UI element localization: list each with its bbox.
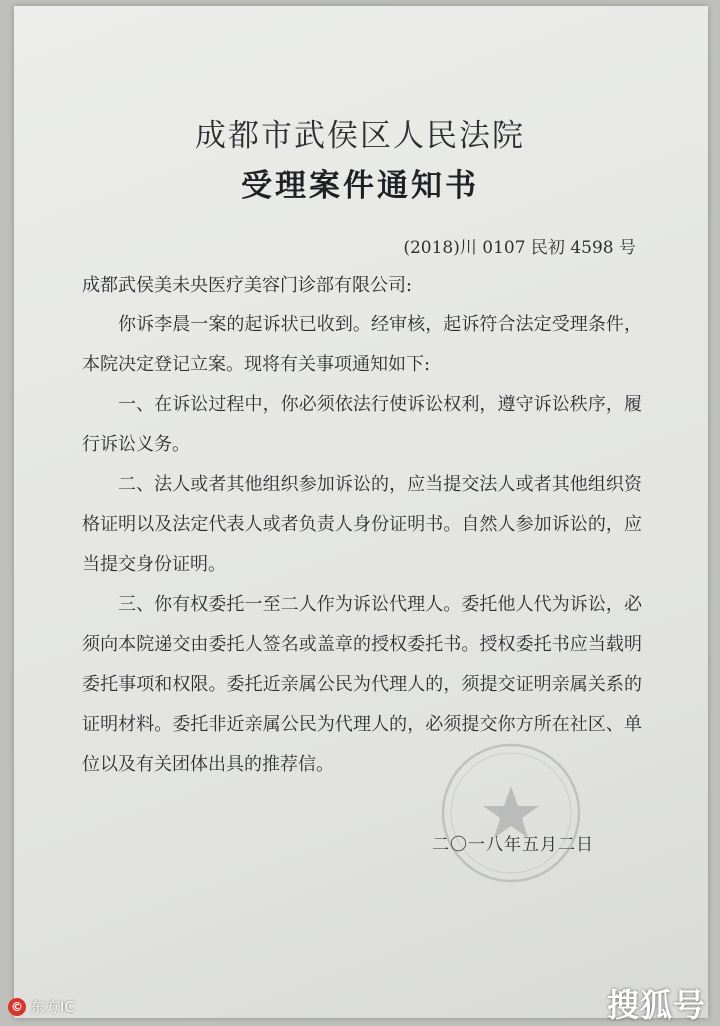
court-seal-stamp xyxy=(436,738,586,888)
court-name: 成都市武侯区人民法院 xyxy=(195,118,525,154)
watermark-left-text: 东方IC xyxy=(30,998,75,1016)
case-number: (2018)川 0107 民初 4598 号 xyxy=(403,238,636,258)
notice-body xyxy=(82,305,642,785)
paragraph-item-3: 三、你有权委托一至二人作为诉讼代理人。委托他人代为诉讼，必须向本院递交由委托人签名或盖章的授权委托书。授权委托书应当载明委托事项和权限。委托近亲属公民为代理人的，须提交证明亲属关系的证明材料。委托非近亲属公民为代理人的，必须提交你方所在社区、单位以及有关团体出具的推荐信。 xyxy=(82,594,642,775)
dongfang-ic-watermark xyxy=(8,996,75,1017)
paragraph-item-1: 一、在诉讼过程中，你必须依法行使诉讼权利，遵守诉讼秩序，履行诉讼义务。 xyxy=(82,394,642,455)
addressee: 成都武侯美未央医疗美容门诊部有限公司: xyxy=(82,275,413,296)
paragraph-intro: 你诉李晨一案的起诉状已收到。经审核，起诉符合法定受理条件，本院决定登记立案。现将有关事项通知如下: xyxy=(82,314,642,375)
sohu-watermark: 搜狐号 xyxy=(606,986,706,1024)
paragraph-item-2: 二、法人或者其他组织参加诉讼的，应当提交法人或者其他组织资格证明以及法定代表人或者负责人身份证明书。自然人参加诉讼的，应当提交身份证明。 xyxy=(82,474,642,575)
document-title: 受理案件通知书 xyxy=(241,168,479,204)
issue-date: 二〇一八年五月二日 xyxy=(432,835,594,855)
copyright-logo-icon: © xyxy=(8,998,26,1016)
